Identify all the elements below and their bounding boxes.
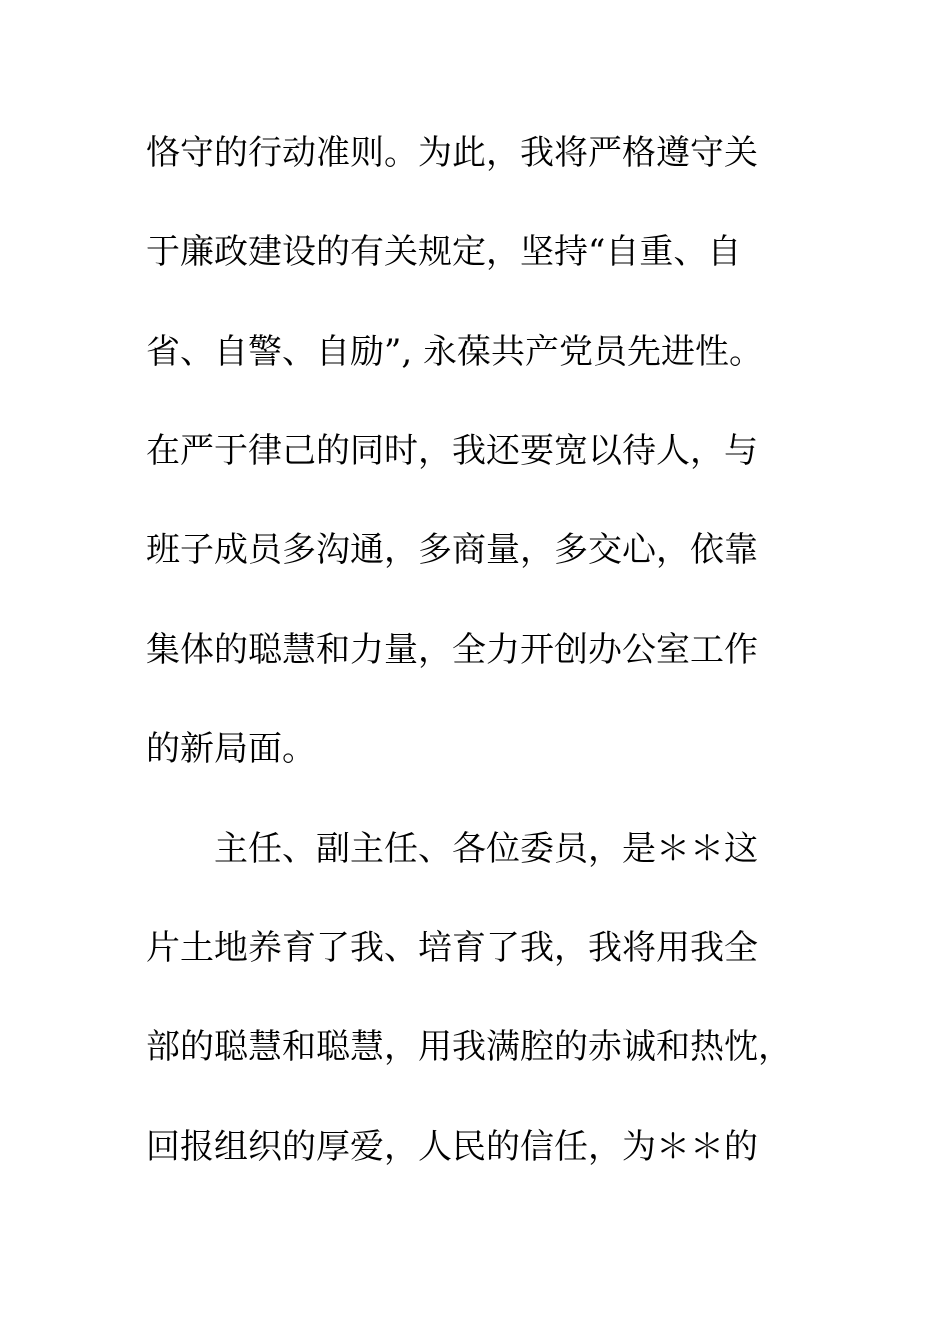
paragraph-first-line: 主任、副主任、各位委员，是＊＊这 (214, 829, 758, 869)
text-line: 于廉政建设的有关规定，坚持“自重、自 (146, 232, 742, 272)
text-line: 在严于律己的同时，我还要宽以待人，与 (146, 431, 758, 471)
text-line: 班子成员多沟通，多商量，多交心，依靠 (146, 530, 758, 570)
text-line: 回报组织的厚爱，人民的信任，为＊＊的 (146, 1127, 758, 1167)
text-line: 片土地养育了我、培育了我，我将用我全 (146, 928, 758, 968)
text-line: 恪守的行动准则。为此，我将严格遵守关 (146, 133, 758, 173)
text-line: 集体的聪慧和力量，全力开创办公室工作 (146, 630, 758, 670)
text-line: 的新局面。 (146, 729, 316, 769)
text-line: 部的聪慧和聪慧，用我满腔的赤诚和热忱， (146, 1027, 792, 1067)
text-line: 省、自警、自励”, 永葆共产党员先进性。 (146, 332, 763, 372)
